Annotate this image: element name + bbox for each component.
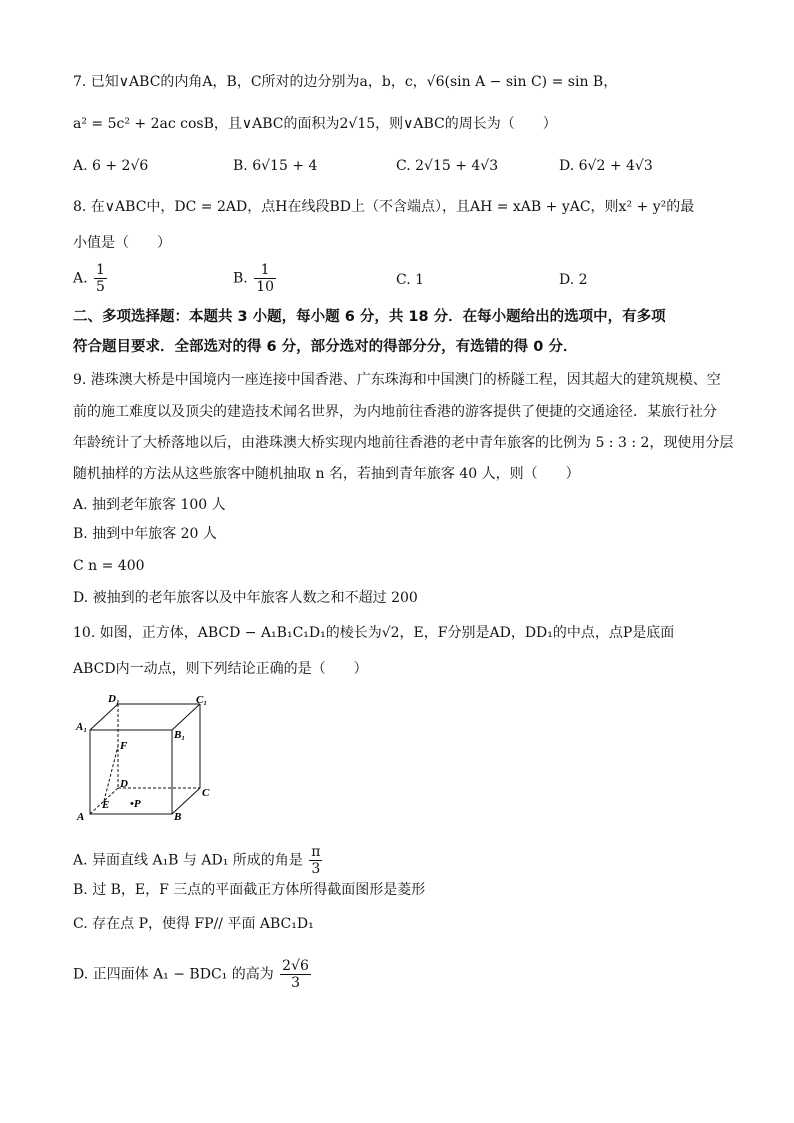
q9-option-d: D. 被抽到的老年旅客以及中年旅客人数之和不超过 200 (73, 590, 418, 606)
q7-option-d: D. 6√2 + 4√3 (559, 158, 653, 174)
label-a: A (77, 811, 85, 822)
label-b1: B₁ (174, 729, 186, 741)
label-d: D (120, 778, 128, 790)
q10-option-c: C. 存在点 P，使得 FP// 平面 ABC₁D₁ (73, 916, 314, 932)
q10-stem-line1: 10. 如图，正方体，ABCD − A₁B₁C₁D₁的棱长为√2，E，F分别是AD，DD₁的中点，点P是底面 (73, 625, 675, 641)
q7-option-b: B. 6√15 + 4 (233, 158, 318, 174)
q10-option-d: D. 正四面体 A₁ − BDC₁ 的高为 $\frac{2√6}{3}$ (73, 958, 309, 991)
label-a1: A₁ (76, 721, 88, 733)
edge-a1-d1 (90, 704, 118, 730)
q7-option-a: A. 6 + 2√6 (73, 158, 149, 174)
segment-e-f-hidden (104, 746, 118, 801)
label-f: F (120, 740, 128, 752)
q10-option-a: A. 异面直线 A₁B 与 AD₁ 所成的角是 $\frac{\pi}{3}$ (73, 844, 321, 877)
q7-option-d-text: 6√2 + 4√3 (578, 158, 653, 174)
q10-option-b: B. 过 B，E，F 三点的平面截正方体所得截面图形是菱形 (73, 882, 426, 898)
label-p: •P (130, 798, 141, 810)
q9-stem-line2: 前的施工难度以及顶尖的建造技术闻名世界，为内地前往香港的游客提供了便捷的交通途径．某旅行社分 (73, 404, 717, 420)
section2-heading-line1: 二、多项选择题：本题共 3 小题，每小题 6 分，共 18 分．在每小题给出的选项中，有多项 (73, 309, 666, 325)
q9-stem-line1: 9. 港珠澳大桥是中国境内一座连接中国香港、广东珠海和中国澳门的桥隧工程，因其超大的建筑规模、空 (73, 372, 721, 388)
q8-option-c: C. 1 (396, 272, 425, 288)
q9-option-b: B. 抽到中年旅客 20 人 (73, 526, 217, 542)
q7-option-c-text: 2√15 + 4√3 (415, 158, 499, 174)
q9-stem-line3: 年龄统计了大桥落地以后，由港珠澳大桥实现内地前往香港的老中青年旅客的比例为 5 : 3 : 2，现使用分层 (73, 435, 734, 451)
cube-figure (74, 690, 214, 822)
q9-option-a: A. 抽到老年旅客 100 人 (73, 497, 226, 513)
label-c: C (202, 787, 210, 799)
q7-stem-line1: 7. 已知∨ABC的内角A，B，C所对的边分别为a，b，c，√6(sin A − sin C) = sin B， (73, 74, 618, 90)
edge-b1-c1 (172, 704, 200, 730)
q7-option-a-text: 6 + 2√6 (92, 158, 149, 174)
q8-option-a: A. $\frac{1}{5}$ (73, 262, 105, 295)
q8-option-b-fraction: $\frac{1}{10}$ (256, 262, 275, 295)
q10-option-d-fraction: $\frac{2√6}{3}$ (282, 958, 309, 991)
q8-stem-line1: 8. 在∨ABC中，DC = 2AD，点H在线段BD上（不含端点），且AH = xAB + yAC，则x² + y²的最 (73, 199, 695, 215)
label-e: E (102, 799, 110, 811)
label-b: B (174, 811, 182, 822)
q8-stem-line2: 小值是（ ） (73, 235, 171, 251)
q8-option-b: B. $\frac{1}{10}$ (233, 262, 275, 295)
label-d1: D₁ (108, 693, 120, 705)
q8-option-d: D. 2 (559, 272, 588, 288)
q10-stem-line2: ABCD内一动点，则下列结论正确的是（ ） (73, 661, 368, 677)
q9-stem-line4: 随机抽样的方法从这些旅客中随机抽取 n 名，若抽到青年旅客 40 人，则（ ） (73, 466, 580, 482)
q7-option-b-text: 6√15 + 4 (252, 158, 318, 174)
q9-option-c: C n = 400 (73, 558, 145, 574)
label-c1: C₁ (196, 694, 208, 706)
q10-option-a-fraction: $\frac{\pi}{3}$ (311, 844, 321, 877)
q8-option-a-fraction: $\frac{1}{5}$ (96, 262, 105, 295)
q7-stem-line2: a² = 5c² + 2ac cosB，且∨ABC的面积为2√15，则∨ABC的周长为（ ） (73, 116, 557, 132)
section2-heading-line2: 符合题目要求．全部选对的得 6 分，部分选对的得部分分，有选错的得 0 分． (73, 339, 578, 355)
q7-option-c: C. 2√15 + 4√3 (396, 158, 499, 174)
